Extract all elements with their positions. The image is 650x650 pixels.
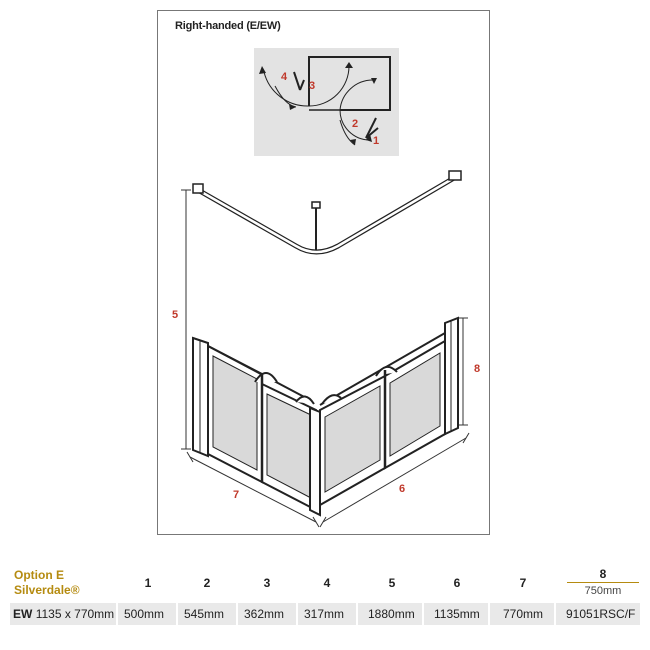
rail-ceiling-mount [312,202,320,208]
dim-label-height: 5 [172,309,179,321]
plan-arrow-3 [345,62,353,68]
cell-3: 362mm [238,603,296,625]
dim-label-width-left: 7 [233,489,240,501]
col-header-6: 6 [453,576,461,590]
col-header-8-sub: 750mm [584,585,622,597]
cell-1: 500mm [118,603,176,625]
plan-arrow-4 [259,66,266,74]
cell-6: 1135mm [424,603,488,625]
plan-label-1: 1 [373,135,380,147]
cell-8: 91051RSC/F [556,603,640,625]
col-header-3: 3 [263,576,271,590]
plan-label-3: 3 [309,80,316,92]
cell-2: 545mm [178,603,236,625]
col-header-8: 8 [599,567,607,581]
option-subtitle: Silverdale® [14,583,80,597]
corner-post [310,408,320,515]
col-header-2: 2 [203,576,211,590]
row-size: 1135 x 770mm [35,607,115,621]
plan-label-4: 4 [281,71,288,83]
diagram-heading: Right-handed (E/EW) [175,20,281,32]
plan-door-4b [300,80,304,90]
rail-end-left [193,184,203,193]
row-code-cell [10,603,116,625]
col-header-8-rule [567,582,639,583]
plan-label-2: 2 [352,118,359,130]
curtain-rail [193,171,461,252]
cell-5: 1880mm [358,603,422,625]
dim-label-panel-height: 8 [474,363,481,375]
dim-label-width-right: 6 [399,483,406,495]
cell-4: 317mm [298,603,356,625]
rail-end-right [449,171,461,180]
col-header-1: 1 [144,576,152,590]
plan-door-4a [294,72,300,90]
col-header-7: 7 [519,576,527,590]
enclosure [193,318,458,515]
table-row [0,603,650,625]
plan-arrow-1 [371,78,377,84]
cell-7: 770mm [490,603,554,625]
col-header-5: 5 [388,576,396,590]
option-title: Option E [14,568,64,582]
row-code: EW [13,607,33,621]
col-header-4: 4 [323,576,331,590]
plan-view [259,57,390,145]
